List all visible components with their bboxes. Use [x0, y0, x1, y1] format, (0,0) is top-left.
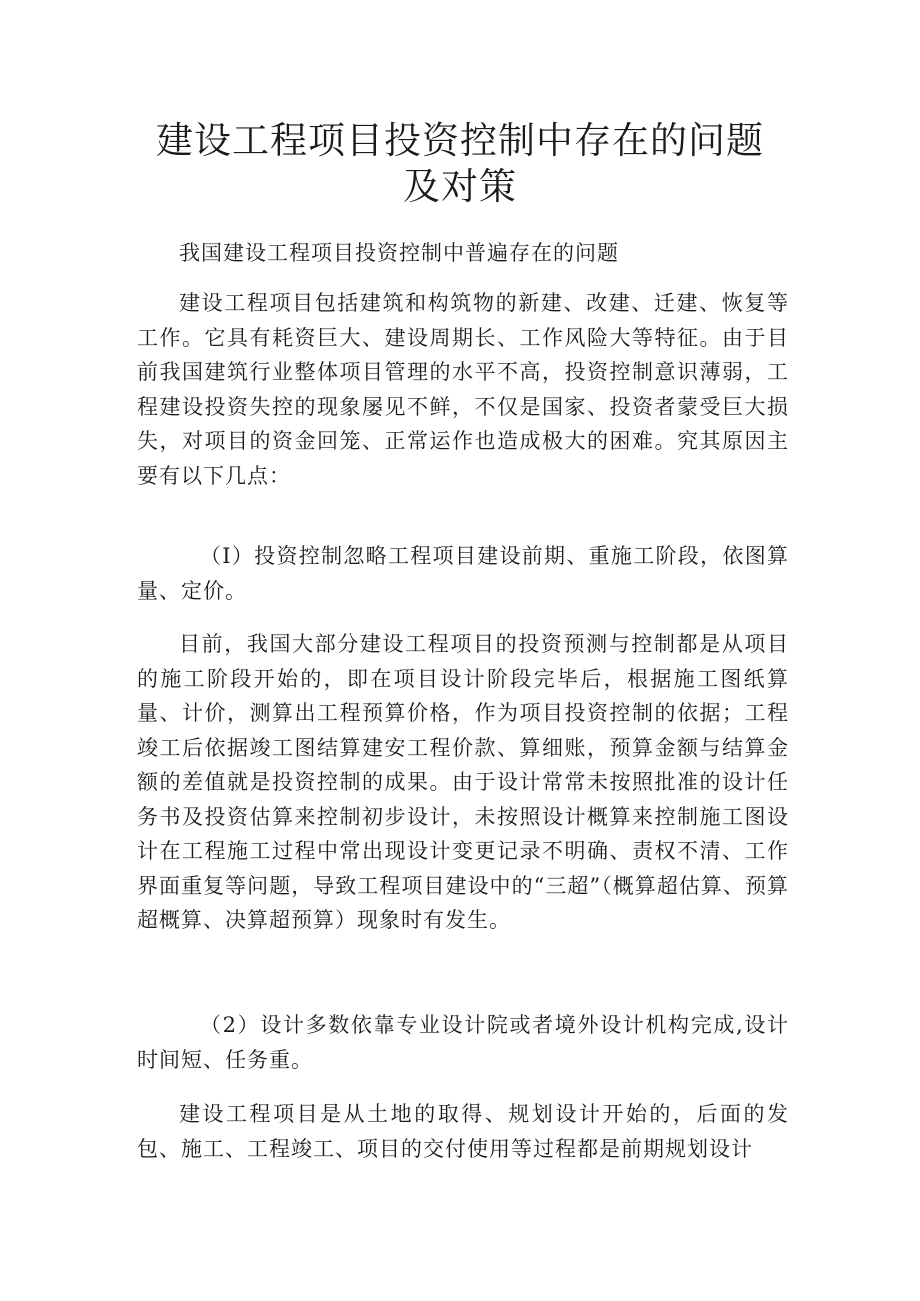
- item-heading-1: （I）投资控制忽略工程项目建设前期、重施工阶段，依图算量、定价。: [137, 544, 789, 603]
- body-paragraph-3: 建设工程项目是从土地的取得、规划设计开始的，后面的发包、施工、工程竣工、项目的交付使用等过程都是前期规划设计: [137, 1102, 789, 1161]
- document-title: 建设工程项目投资控制中存在的问题及对策: [156, 119, 764, 208]
- body-paragraph-1: 建设工程项目包括建筑和构筑物的新建、改建、迁建、恢复等工作。它具有耗资巨大、建设周期长、工作风险大等特征。由于目前我国建筑行业整体项目管理的水平不高，投资控制意识薄弱，工程建设投资失控的现象屡见不鲜，不仅是国家、投资者蒙受巨大损失，对项目的资金回笼、正常运作也造成极大的困难。究其原因主要有以下几点：: [137, 291, 789, 488]
- body-paragraph-2: 目前，我国大部分建设工程项目的投资预测与控制都是从项目的施工阶段开始的，即在项目设计阶段完毕后，根据施工图纸算量、计价，测算出工程预算价格，作为项目投资控制的依据；工程竣工后依据竣工图结算建安工程价款、算细账，预算金额与结算金额的差值就是投资控制的成果。由于设计常常未按照批准的设计任务书及投资估算来控制初步设计，未按照设计概算来控制施工图设计在工程施工过程中常出现设计变更记录不明确、责权不清、工作界面重复等问题，导致工程项目建设中的“三超”（概算超估算、预算超概算、决算超预算）现象时有发生。: [137, 632, 789, 932]
- item-heading-2: （2）设计多数依靠专业设计院或者境外设计机构完成,设计时间短、任务重。: [137, 1013, 789, 1072]
- section-heading: 我国建设工程项目投资控制中普遍存在的问题: [179, 241, 619, 265]
